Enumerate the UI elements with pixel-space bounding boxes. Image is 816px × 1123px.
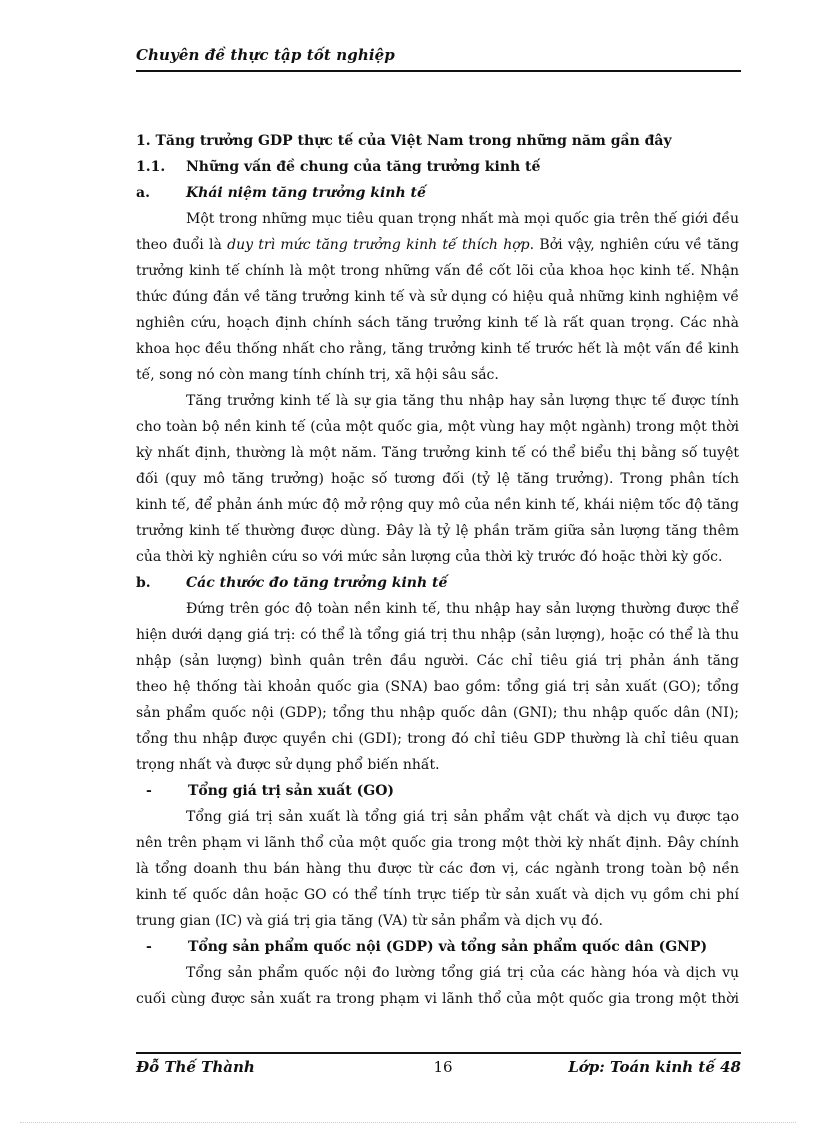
bullet-heading-text: Tổng sản phẩm quốc nội (GDP) và tổng sản phẩm quốc dân (GNP) (188, 939, 708, 955)
paragraph-line: kỳ nhất định, thường là một năm. Tăng trưởng kinh tế có thể biểu thị bằng số tuyệt (136, 445, 739, 461)
subheading-text: Các thước đo tăng trưởng kinh tế (186, 575, 448, 591)
paragraph-line: đối (quy mô tăng trưởng) hoặc số tương đối (tỷ lệ tăng trưởng). Trong phân tích (136, 471, 739, 487)
paragraph-line: của thời kỳ nghiên cứu so với mức sản lượng của thời kỳ trước đó hoặc thời kỳ gốc. (136, 549, 723, 565)
bullet-heading-gdp (136, 934, 739, 960)
paragraph-line: kinh tế, để phản ánh mức độ mở rộng quy mô của nền kinh tế, khái niệm tốc độ tăng (136, 497, 739, 513)
bullet-heading-go (136, 778, 739, 804)
dash-bullet: - (146, 939, 152, 955)
dash-bullet: - (146, 783, 152, 799)
subheading-text: Khái niệm tăng trưởng kinh tế (186, 185, 426, 201)
paragraph-line: hiện dưới dạng giá trị: có thể là tổng giá trị thu nhập (sản lượng), hoặc có thể là thu (136, 627, 739, 643)
heading-number: 1.1. (136, 159, 166, 175)
subheading-label: a. (136, 185, 150, 201)
paragraph-line: nhập (sản lượng) bình quân trên đầu người. Các chỉ tiêu giá trị phản ánh tăng (136, 653, 739, 669)
paragraph-line: tổng thu nhập được quyền chi (GDI); trong đó chỉ tiêu GDP thường là chỉ tiêu quan (136, 731, 739, 747)
footer-class: Lớp: Toán kinh tế 48 (568, 1058, 741, 1076)
text-run: theo đuổi là (136, 237, 228, 253)
subheading-label: b. (136, 575, 151, 591)
section-heading-1-1 (136, 154, 739, 180)
header-rule (136, 70, 741, 72)
paragraph-line: là tổng doanh thu bán hàng thu được từ các đơn vị, các ngành trong toàn bộ nền (136, 861, 739, 877)
paragraph-line: Tổng giá trị sản xuất là tổng giá trị sản phẩm vật chất và dịch vụ được tạo (186, 809, 739, 825)
heading-text: Những vấn đề chung của tăng trưởng kinh tế (186, 159, 541, 175)
emphasis-text: duy trì mức tăng trưởng kinh tế thích hợp (227, 237, 530, 253)
paragraph-measures (136, 596, 739, 778)
page-number: 16 (433, 1058, 453, 1076)
paragraph-line: Đứng trên góc độ toàn nền kinh tế, thu nhập hay sản lượng thường được thể (186, 601, 739, 617)
paragraph-line: trưởng kinh tế chính là một trong những vấn đề cốt lõi của khoa học kinh tế. Nhận (136, 263, 739, 279)
paragraph-line: trọng nhất và được sử dụng phổ biến nhất. (136, 757, 440, 773)
section-heading-1: 1. Tăng trưởng GDP thực tế của Việt Nam trong những năm gần đây (136, 133, 672, 149)
paragraph-line: Tổng sản phẩm quốc nội đo lường tổng giá trị của các hàng hóa và dịch vụ (186, 965, 739, 981)
paragraph-line: nên trên phạm vi lãnh thổ của một quốc gia trong một thời kỳ nhất định. Đây chính (136, 835, 739, 851)
document-body (136, 128, 739, 1012)
paragraph-line: tế, song nó còn mang tính chính trị, xã hội sâu sắc. (136, 367, 499, 383)
paragraph-concept (136, 206, 739, 388)
paragraph-go (136, 804, 739, 934)
paragraph-gdp (136, 960, 739, 1012)
paragraph-line (136, 232, 739, 258)
paragraph-line: thức đúng đắn về tăng trưởng kinh tế và sử dụng có hiệu quả những kinh nghiệm về (136, 289, 739, 305)
paragraph-definition (136, 388, 739, 570)
text-run: . Bởi vậy, nghiên cứu về tăng (529, 237, 739, 253)
bullet-heading-text: Tổng giá trị sản xuất (GO) (188, 783, 395, 799)
paragraph-line: khoa học đều thống nhất cho rằng, tăng trưởng kinh tế trước hết là một vấn đề kinh (136, 341, 739, 357)
running-header: Chuyên đề thực tập tốt nghiệp (136, 46, 395, 64)
subheading-b (136, 570, 739, 596)
paragraph-line: sản phẩm quốc nội (GDP); tổng thu nhập quốc dân (GNI); thu nhập quốc dân (NI); (136, 705, 739, 721)
paragraph-line: theo hệ thống tài khoản quốc gia (SNA) bao gồm: tổng giá trị sản xuất (GO); tổng (136, 679, 739, 695)
paragraph-line: Một trong những mục tiêu quan trọng nhất mà mọi quốc gia trên thế giới đều (186, 211, 739, 227)
subheading-a (136, 180, 739, 206)
footer-rule (136, 1052, 741, 1054)
paragraph-line: kinh tế quốc dân hoặc GO có thể tính trực tiếp từ sản xuất và dịch vụ gồm chi phí (136, 887, 739, 903)
paragraph-line: cho toàn bộ nền kinh tế (của một quốc gia, một vùng hay một ngành) trong một thời (136, 419, 739, 435)
footer-author: Đỗ Thế Thành (136, 1058, 255, 1076)
paragraph-line: cuối cùng được sản xuất ra trong phạm vi lãnh thổ của một quốc gia trong một thời (136, 991, 739, 1007)
paragraph-line: trung gian (IC) và giá trị gia tăng (VA) từ sản phẩm và dịch vụ đó. (136, 913, 603, 929)
paragraph-line: trưởng kinh tế thường được dùng. Đây là tỷ lệ phần trăm giữa sản lượng tăng thêm (136, 523, 739, 539)
paragraph-line: nghiên cứu, hoạch định chính sách tăng trưởng kinh tế là rất quan trọng. Các nhà (136, 315, 739, 331)
paragraph-line: Tăng trưởng kinh tế là sự gia tăng thu nhập hay sản lượng thực tế được tính (186, 393, 739, 409)
